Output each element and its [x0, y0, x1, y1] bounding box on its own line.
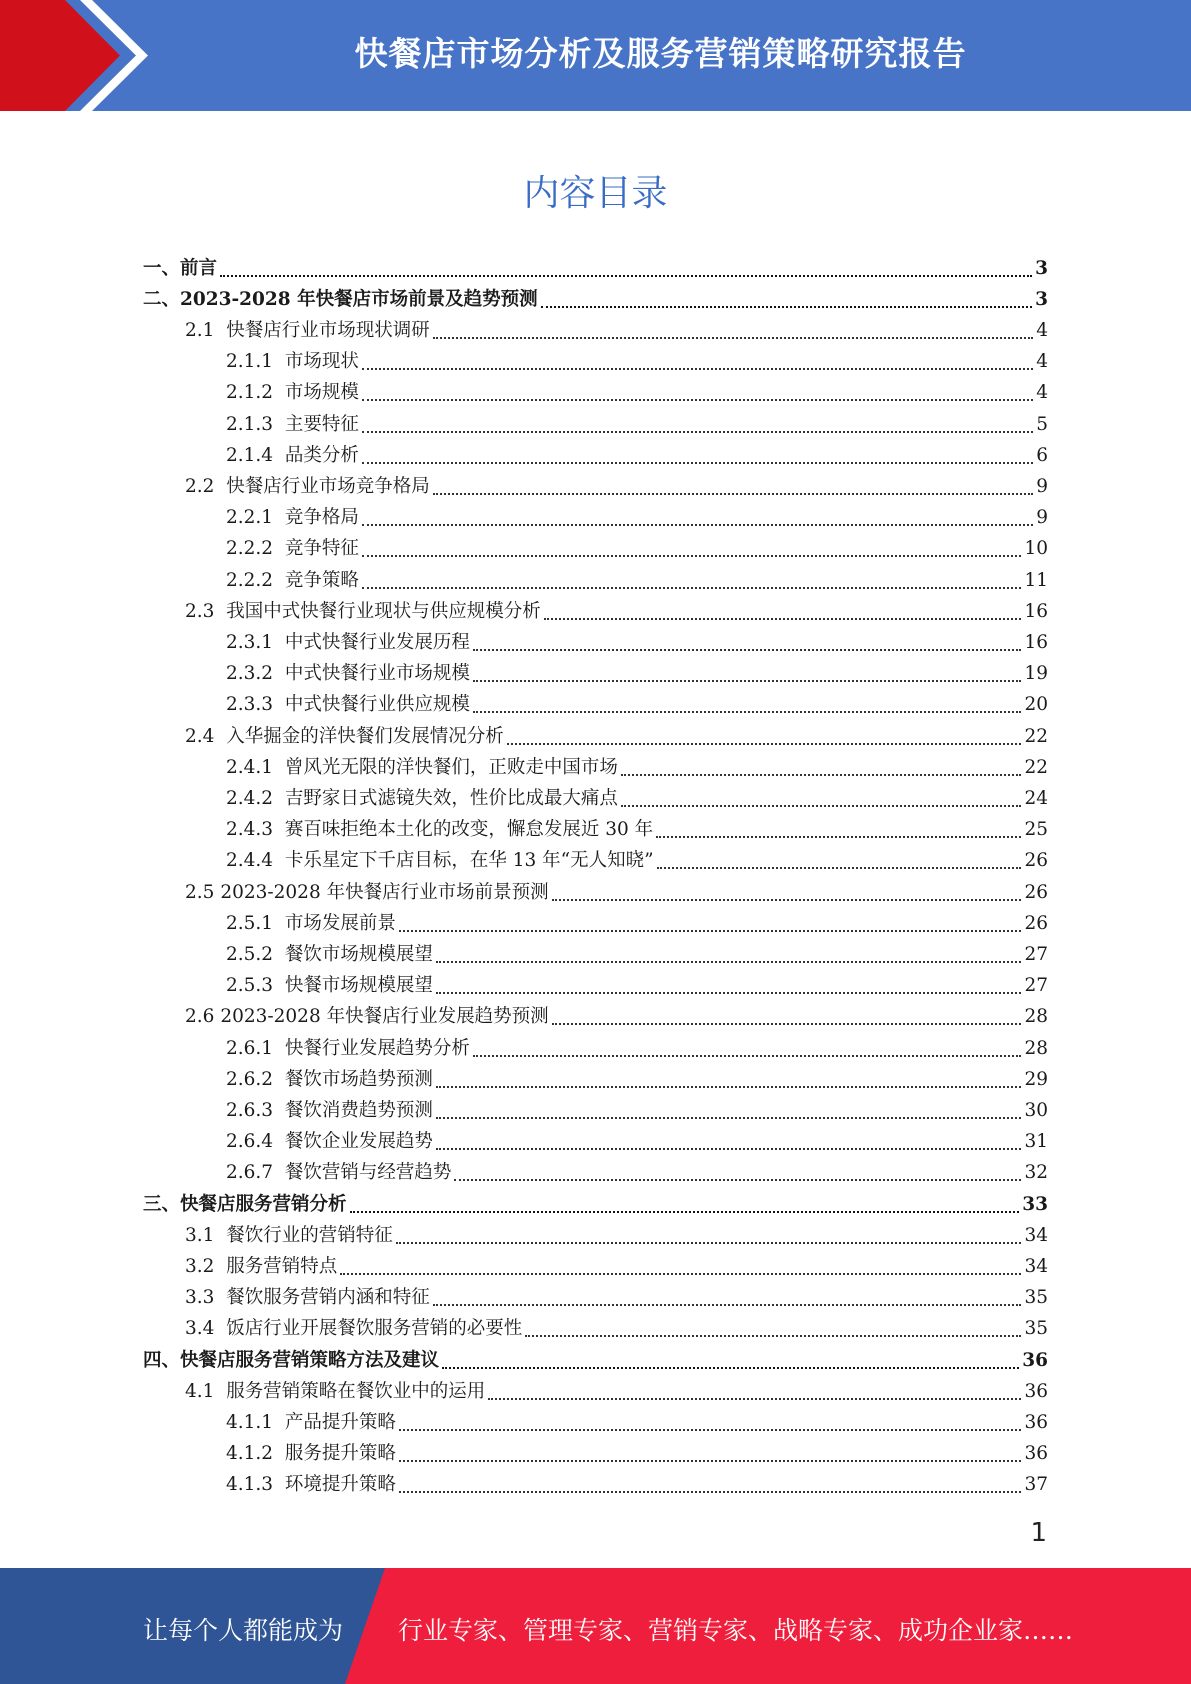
toc-dot-leader: [433, 319, 1034, 339]
toc-entry-title: 餐饮消费趋势预测: [284, 1099, 433, 1121]
toc-entry-title: 市场发展前景: [284, 912, 396, 934]
toc-entry[interactable]: [226, 1095, 1048, 1126]
toc-entry-title: 前言: [180, 257, 218, 279]
toc-entry-title: 饭店行业开展餐饮服务营销的必要性: [226, 1318, 523, 1340]
toc-entry-page: 6: [1036, 444, 1048, 466]
toc-dot-leader: [488, 1380, 1021, 1400]
toc-entry-title: 餐饮市场规模展望: [284, 943, 433, 965]
toc-entry-page: 35: [1024, 1287, 1048, 1309]
toc-entry-title: 中式快餐行业供应规模: [284, 694, 470, 716]
toc-entry[interactable]: [226, 939, 1048, 970]
toc-entry-page: 11: [1024, 569, 1048, 591]
toc-dot-leader: [362, 350, 1033, 370]
toc-entry-number: 2.3.1: [226, 631, 285, 653]
toc-entry-number: 2.1: [185, 319, 227, 341]
toc-entry-number: 2.6: [185, 1006, 221, 1028]
toc-entry[interactable]: [226, 815, 1048, 846]
toc-entry-title: 餐饮行业的营销特征: [226, 1224, 393, 1246]
header-banner: [0, 0, 1191, 111]
toc-entry-page: 9: [1036, 507, 1048, 529]
toc-dot-leader: [433, 1286, 1022, 1306]
toc-entry-number: 三、: [143, 1193, 181, 1215]
toc-entry-number: 2.5.2: [226, 943, 285, 965]
toc-entry-page: 35: [1024, 1318, 1048, 1340]
toc-entry-title: 快餐店行业市场现状调研: [226, 319, 430, 341]
toc-dot-leader: [340, 1255, 1021, 1275]
toc-dot-leader: [473, 631, 1022, 651]
toc-entry-page: 26: [1024, 912, 1048, 934]
toc-entry-number: 2.2.2: [226, 569, 285, 591]
toc-entry-title: 竞争策略: [284, 569, 359, 591]
toc-dot-leader: [436, 1130, 1022, 1150]
toc-entry-number: 2.2.2: [226, 538, 285, 560]
toc-dot-leader: [473, 693, 1022, 713]
toc-entry[interactable]: [185, 1002, 1048, 1033]
toc-entry-number: 2.4.2: [226, 787, 285, 809]
toc-entry[interactable]: [185, 721, 1048, 752]
toc-entry-page: 37: [1024, 1474, 1048, 1496]
toc-entry-title: 服务营销策略在餐饮业中的运用: [226, 1380, 486, 1402]
toc-entry-page: 36: [1024, 1443, 1048, 1465]
toc-entry[interactable]: [226, 1158, 1048, 1189]
toc-entry[interactable]: [226, 659, 1048, 690]
toc-dot-leader: [552, 1005, 1022, 1025]
toc-entry-number: 3.4: [185, 1318, 227, 1340]
toc-dot-leader: [362, 444, 1033, 464]
toc-entry-number: 4.1.1: [226, 1411, 285, 1433]
toc-dot-leader: [621, 787, 1022, 807]
toc-dot-leader: [399, 912, 1022, 932]
toc-entry-number: 2.5.3: [226, 975, 285, 997]
toc-entry[interactable]: [226, 347, 1048, 378]
toc-entry-title: 环境提升策略: [284, 1474, 396, 1496]
toc-entry-page: 22: [1024, 725, 1048, 747]
toc-entry-title: 服务提升策略: [284, 1443, 396, 1465]
toc-entry-page: 28: [1024, 1006, 1048, 1028]
toc-dot-leader: [436, 974, 1022, 994]
toc-entry[interactable]: [185, 596, 1048, 627]
toc-dot-leader: [621, 756, 1022, 776]
toc-entry-page: 28: [1024, 1037, 1048, 1059]
toc-entry-number: 3.2: [185, 1255, 227, 1277]
toc-entry-title: 竞争格局: [284, 507, 359, 529]
toc-entry[interactable]: [226, 1033, 1048, 1064]
toc-entry-number: 2.2: [185, 475, 227, 497]
toc-entry-page: 19: [1024, 663, 1048, 685]
toc-entry-number: 二、: [143, 288, 181, 310]
toc-entry-title: 主要特征: [284, 413, 359, 435]
toc-entry-title: 卡乐星定下千店目标，在华 13 年“无人知晓”: [284, 850, 654, 872]
toc-entry-title: 快餐店服务营销策略方法及建议: [180, 1349, 440, 1371]
toc-dot-leader: [454, 1161, 1021, 1181]
toc-entry-page: 34: [1024, 1255, 1048, 1277]
toc-entry[interactable]: [226, 534, 1048, 565]
toc-entry-page: 27: [1024, 943, 1048, 965]
toc-dot-leader: [399, 1473, 1022, 1493]
toc-entry[interactable]: [226, 1127, 1048, 1158]
toc-entry-number: 2.6.4: [226, 1131, 285, 1153]
toc-dot-leader: [436, 1099, 1022, 1119]
toc-entry-title: 餐饮市场趋势预测: [284, 1068, 433, 1090]
toc-entry-title: 我国中式快餐行业现状与供应规模分析: [226, 600, 541, 622]
toc-entry-page: 33: [1022, 1193, 1048, 1215]
toc-entry-page: 27: [1024, 975, 1048, 997]
toc-entry-number: 2.3.3: [226, 694, 285, 716]
toc-entry-page: 22: [1024, 756, 1048, 778]
toc-entry-title: 餐饮企业发展趋势: [284, 1131, 433, 1153]
toc-entry-title: 快餐市场规模展望: [284, 975, 433, 997]
toc-entry-page: 10: [1024, 538, 1048, 560]
toc-entry-title: 赛百味拒绝本土化的改变，懈怠发展近 30 年: [284, 819, 654, 841]
toc-entry[interactable]: [226, 783, 1048, 814]
toc-entry-number: 2.1.1: [226, 351, 285, 373]
toc-dot-leader: [436, 943, 1022, 963]
toc-entry[interactable]: [185, 315, 1048, 346]
toc-dot-leader: [657, 849, 1022, 869]
report-title: 快餐店市场分析及服务营销策略研究报告: [354, 34, 967, 73]
toc-entry-page: 36: [1024, 1380, 1048, 1402]
toc-dot-leader: [399, 1442, 1022, 1462]
toc-entry-page: 29: [1024, 1068, 1048, 1090]
toc-dot-leader: [473, 1037, 1022, 1057]
toc-entry[interactable]: [226, 1470, 1048, 1501]
toc-entry[interactable]: [226, 908, 1048, 939]
toc-entry-page: 36: [1022, 1349, 1048, 1371]
toc-entry-page: 20: [1024, 694, 1048, 716]
toc-entry[interactable]: [226, 1064, 1048, 1095]
toc-entry-title: 2023-2028 年快餐店行业发展趋势预测: [220, 1006, 549, 1028]
toc-dot-leader: [350, 1193, 1020, 1213]
toc-dot-leader: [442, 1349, 1019, 1369]
page-number: 1: [1030, 1518, 1047, 1548]
toc-entry-number: 2.1.4: [226, 444, 285, 466]
toc-entry-number: 2.2.1: [226, 507, 285, 529]
toc-entry[interactable]: [185, 1251, 1048, 1282]
toc-dot-leader: [433, 475, 1034, 495]
toc-entry[interactable]: [143, 284, 1048, 315]
toc-entry-number: 4.1: [185, 1380, 227, 1402]
toc-entry[interactable]: [143, 253, 1048, 284]
toc-entry-number: 2.1.2: [226, 382, 285, 404]
toc-entry-number: 2.6.3: [226, 1099, 285, 1121]
toc-entry[interactable]: [185, 1314, 1048, 1345]
toc-entry-page: 25: [1024, 819, 1048, 841]
toc-entry[interactable]: [143, 1189, 1048, 1220]
toc-entry-page: 4: [1036, 382, 1048, 404]
toc-entry-title: 餐饮营销与经营趋势: [284, 1162, 452, 1184]
toc-entry[interactable]: [226, 690, 1048, 721]
toc-entry-title: 市场规模: [284, 382, 359, 404]
toc-entry-number: 2.6.1: [226, 1037, 285, 1059]
toc-entry-title: 中式快餐行业市场规模: [284, 663, 470, 685]
toc-entry-page: 16: [1024, 631, 1048, 653]
toc-entry-number: 2.4.4: [226, 850, 285, 872]
toc-entry-page: 32: [1024, 1162, 1048, 1184]
toc-entry-number: 2.6.2: [226, 1068, 285, 1090]
toc-entry-title: 快餐店服务营销分析: [180, 1193, 347, 1215]
toc-dot-leader: [362, 569, 1022, 589]
toc-dot-leader: [362, 413, 1033, 433]
toc-entry-title: 快餐店行业市场竞争格局: [226, 475, 430, 497]
toc-dot-leader: [436, 1068, 1022, 1088]
toc-entry[interactable]: [226, 378, 1048, 409]
toc-entry-number: 2.4.1: [226, 756, 285, 778]
toc-entry-page: 30: [1024, 1099, 1048, 1121]
toc-dot-leader: [552, 881, 1022, 901]
footer-slogan-right: 行业专家、管理专家、营销专家、战略专家、成功企业家……: [398, 1616, 1074, 1645]
toc-dot-leader: [396, 1224, 1022, 1244]
toc-entry-number: 3.3: [185, 1287, 227, 1309]
toc-dot-leader: [656, 818, 1021, 838]
footer-slogan-left: 让每个人都能成为: [143, 1616, 344, 1645]
toc-entry-title: 餐饮服务营销内涵和特征: [226, 1287, 430, 1309]
toc-entry-page: 31: [1024, 1131, 1048, 1153]
toc-entry[interactable]: [226, 440, 1048, 471]
toc-entry[interactable]: [226, 503, 1048, 534]
toc-entry-page: 5: [1036, 413, 1048, 435]
toc-entry-page: 3: [1035, 288, 1048, 310]
toc-dot-leader: [507, 725, 1022, 745]
toc-dot-leader: [541, 288, 1033, 308]
toc-entry[interactable]: [143, 1345, 1048, 1376]
toc-entry-title: 入华掘金的洋快餐们发展情况分析: [226, 725, 504, 747]
toc-dot-leader: [362, 537, 1022, 557]
toc-entry[interactable]: [226, 1407, 1048, 1438]
toc-entry[interactable]: [226, 1439, 1048, 1470]
toc-entry-number: 2.1.3: [226, 413, 285, 435]
toc-entry[interactable]: [185, 1220, 1048, 1251]
toc-entry-title: 吉野家日式滤镜失效，性价比成最大痛点: [284, 787, 618, 809]
toc-entry[interactable]: [226, 752, 1048, 783]
toc-entry-page: 3: [1035, 257, 1048, 279]
toc-entry-number: 2.4: [185, 725, 227, 747]
toc-entry-number: 四、: [143, 1349, 181, 1371]
toc-entry-title: 中式快餐行业发展历程: [284, 631, 470, 653]
toc-entry-number: 2.3: [185, 600, 227, 622]
footer-banner: [0, 1568, 1191, 1684]
toc-dot-leader: [399, 1411, 1022, 1431]
toc-entry[interactable]: [185, 1376, 1048, 1407]
toc-dot-leader: [544, 600, 1022, 620]
toc-entry[interactable]: [226, 971, 1048, 1002]
toc-entry-title: 曾风光无限的洋快餐们，正败走中国市场: [284, 756, 618, 778]
toc-entry-number: 3.1: [185, 1224, 227, 1246]
toc-entry[interactable]: [226, 565, 1048, 596]
toc-dot-leader: [362, 381, 1033, 401]
toc-entry-title: 品类分析: [284, 444, 359, 466]
toc-dot-leader: [220, 257, 1032, 277]
toc-entry-title: 快餐行业发展趋势分析: [284, 1037, 470, 1059]
toc-entry-page: 16: [1024, 600, 1048, 622]
toc-entry-page: 4: [1036, 351, 1048, 373]
toc-entry-number: 2.6.7: [226, 1162, 285, 1184]
toc-entry-number: 一、: [143, 257, 181, 279]
toc-entry-title: 竞争特征: [284, 538, 359, 560]
toc-dot-leader: [473, 662, 1022, 682]
toc-entry[interactable]: [226, 409, 1048, 440]
toc-entry-title: 市场现状: [284, 351, 359, 373]
toc-dot-leader: [362, 506, 1033, 526]
toc-entry-title: 2023-2028 年快餐店市场前景及趋势预测: [180, 288, 538, 310]
toc-entry-number: 2.5: [185, 881, 221, 903]
toc-dot-leader: [525, 1317, 1021, 1337]
toc-entry[interactable]: [226, 846, 1048, 877]
toc-entry-page: 34: [1024, 1224, 1048, 1246]
toc-entry-number: 4.1.2: [226, 1443, 285, 1465]
toc-entry-title: 服务营销特点: [226, 1255, 338, 1277]
toc-entry-number: 2.4.3: [226, 819, 285, 841]
toc-entry-page: 26: [1024, 850, 1048, 872]
toc-entry-page: 26: [1024, 881, 1048, 903]
toc-heading: 内容目录: [523, 173, 668, 214]
toc-entry-number: 2.5.1: [226, 912, 285, 934]
toc-entry-number: 2.3.2: [226, 663, 285, 685]
toc-entry[interactable]: [226, 627, 1048, 658]
toc-entry-page: 24: [1024, 787, 1048, 809]
toc-entry-page: 4: [1036, 319, 1048, 341]
toc-entry[interactable]: [185, 471, 1048, 502]
toc-entry[interactable]: [185, 1283, 1048, 1314]
toc-entry-page: 9: [1036, 475, 1048, 497]
header-arrow-decoration: [0, 0, 150, 111]
toc-entry-number: 4.1.3: [226, 1474, 285, 1496]
toc-entry-title: 2023-2028 年快餐店行业市场前景预测: [220, 881, 549, 903]
toc-entry[interactable]: [185, 877, 1048, 908]
toc-entry-title: 产品提升策略: [284, 1411, 396, 1433]
toc-entry-page: 36: [1024, 1411, 1048, 1433]
